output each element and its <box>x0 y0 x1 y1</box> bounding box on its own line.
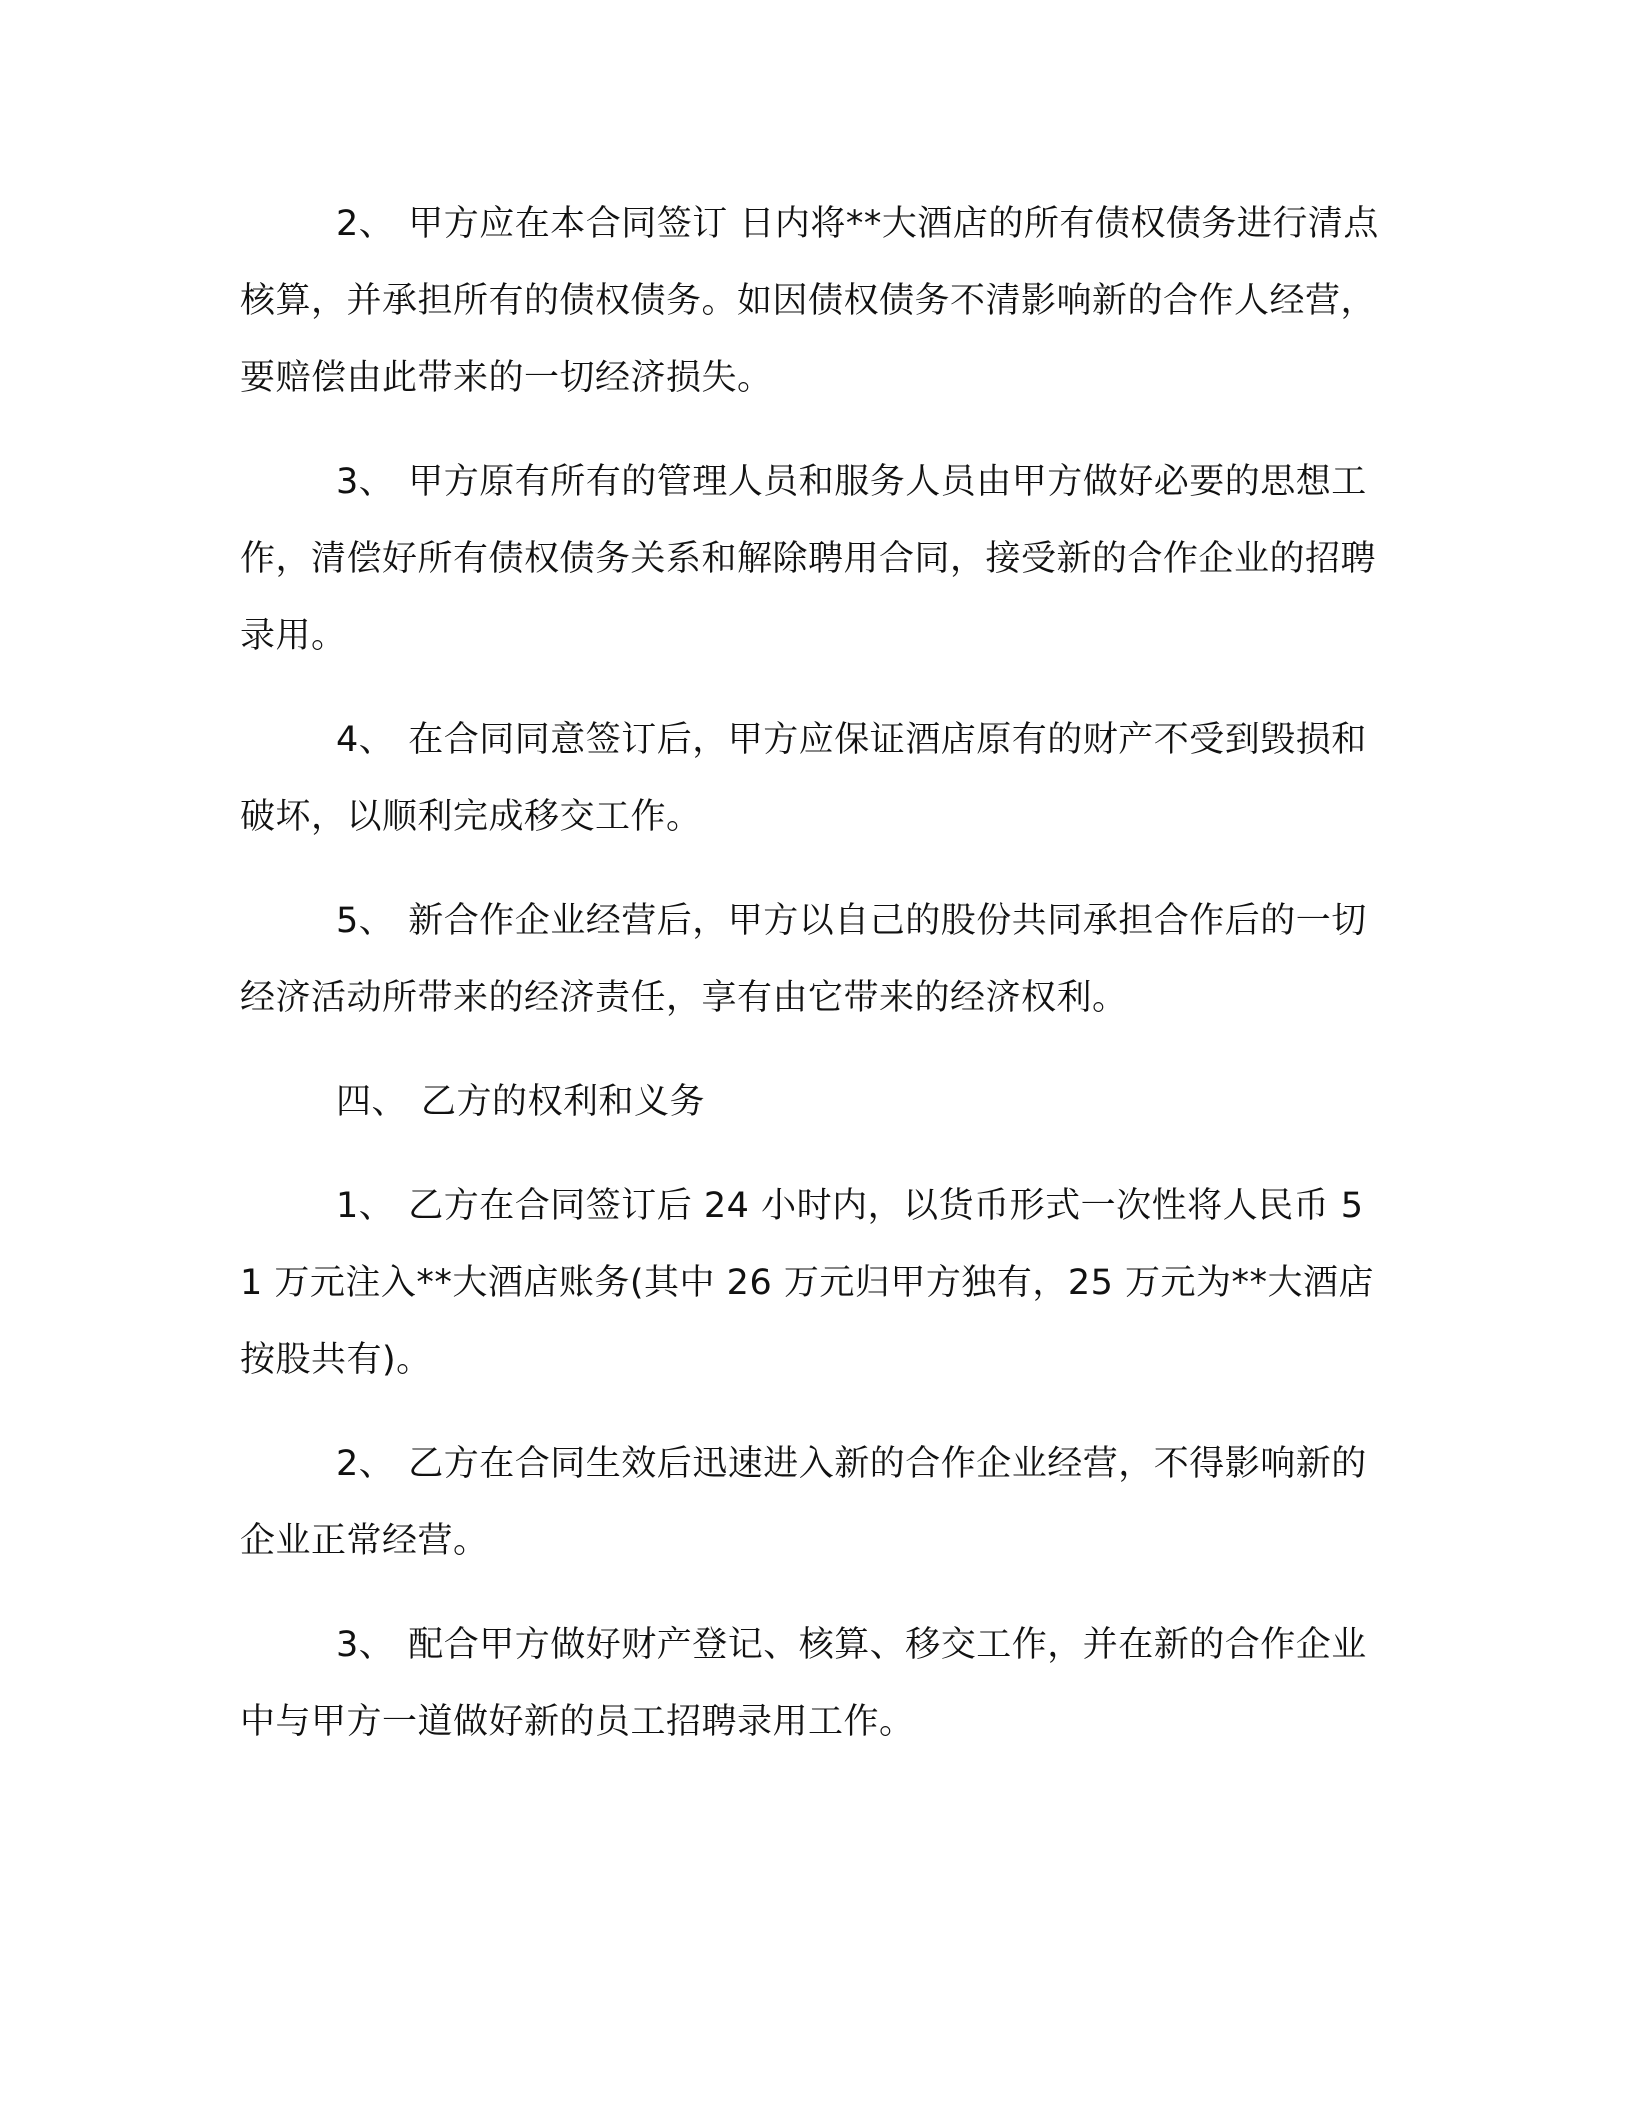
section-title: 乙方的权利和义务 <box>421 1082 706 1122</box>
clause-number: 3、 <box>336 462 395 502</box>
clause-paragraph <box>240 444 1385 675</box>
clause-paragraph <box>240 1168 1385 1399</box>
clause-number: 4、 <box>336 720 395 760</box>
clause-text: 乙方在合同签订后 24 小时内，以货币形式一次性将人民币 51 万元注入**大酒店账务(其中 26 万元归甲方独有，25 万元为**大酒店按股共有)。 <box>240 1186 1374 1380</box>
clause-text: 配合甲方做好财产登记、核算、移交工作，并在新的合作企业中与甲方一道做好新的员工招聘录用工作。 <box>240 1625 1367 1742</box>
clause-paragraph <box>240 883 1385 1037</box>
clause-number: 5、 <box>336 901 395 941</box>
clause-text: 新合作企业经营后，甲方以自己的股份共同承担合作后的一切经济活动所带来的经济责任，享有由它带来的经济权利。 <box>240 901 1367 1018</box>
section-heading <box>240 1064 1385 1141</box>
clause-paragraph <box>240 702 1385 856</box>
clause-paragraph <box>240 186 1385 417</box>
clause-text: 甲方应在本合同签订 日内将**大酒店的所有债权债务进行清点核算，并承担所有的债权债务。如因债权债务不清影响新的合作人经营，要赔偿由此带来的一切经济损失。 <box>240 204 1379 398</box>
clause-text: 乙方在合同生效后迅速进入新的合作企业经营，不得影响新的企业正常经营。 <box>240 1444 1367 1561</box>
section-number: 四、 <box>336 1082 408 1122</box>
clause-number: 2、 <box>336 1444 395 1484</box>
clause-text: 在合同同意签订后，甲方应保证酒店原有的财产不受到毁损和破坏，以顺利完成移交工作。 <box>240 720 1367 837</box>
clause-number: 3、 <box>336 1625 395 1665</box>
clause-paragraph <box>240 1607 1385 1761</box>
document-body <box>240 186 1385 1788</box>
clause-text: 甲方原有所有的管理人员和服务人员由甲方做好必要的思想工作，清偿好所有债权债务关系和解除聘用合同，接受新的合作企业的招聘录用。 <box>240 462 1377 656</box>
clause-number: 2、 <box>336 204 395 244</box>
clause-paragraph <box>240 1426 1385 1580</box>
clause-number: 1、 <box>336 1186 395 1226</box>
